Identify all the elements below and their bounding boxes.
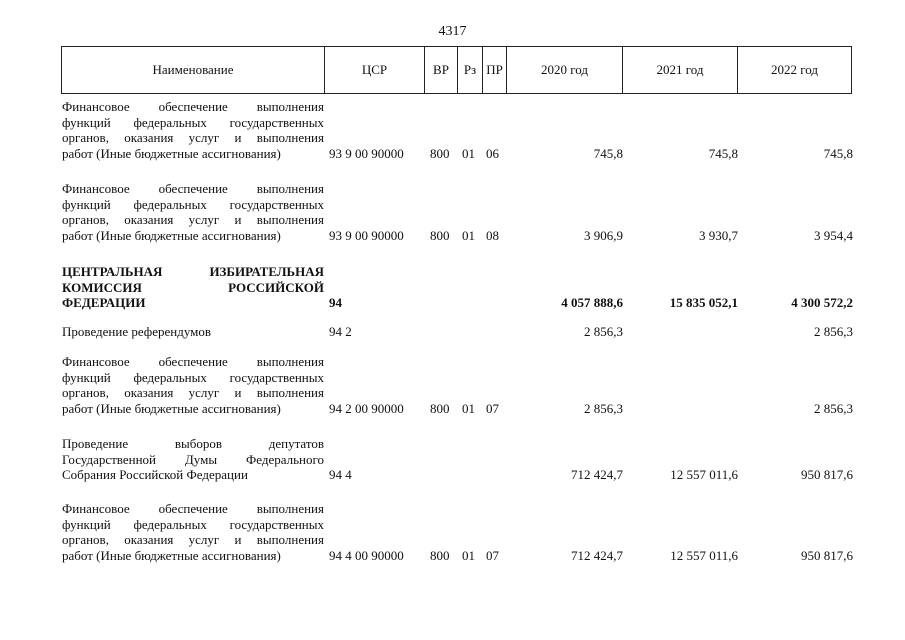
row-name-line: Финансовое обеспечение выполнения	[62, 181, 324, 196]
cell-y2020: 712 424,7	[571, 547, 623, 563]
header-pr: ПР	[482, 46, 507, 94]
header-csr: ЦСР	[324, 46, 425, 94]
row-name-line: функций федеральных государственных	[62, 516, 324, 532]
cell-y2021: 12 557 011,6	[670, 547, 738, 563]
row-name-line: Финансовое обеспечение выполнения	[62, 501, 324, 516]
cell-y2020: 4 057 888,6	[561, 295, 623, 310]
row-name-line: работ (Иные бюджетные ассигнования)	[62, 547, 281, 563]
cell-vr: 800	[430, 400, 450, 416]
cell-pr: 07	[486, 547, 499, 563]
cell-y2020: 3 906,9	[584, 227, 623, 243]
row-name	[62, 436, 324, 483]
row-name-line: функций федеральных государственных	[62, 114, 324, 130]
cell-y2022: 950 817,6	[801, 547, 853, 563]
row-name-line: Финансовое обеспечение выполнения	[62, 354, 324, 369]
cell-rz: 01	[462, 145, 475, 161]
cell-csr: 94 4	[329, 467, 352, 482]
cell-y2021: 15 835 052,1	[669, 295, 738, 310]
row-name-line: Проведение выборов депутатов	[62, 436, 324, 451]
cell-y2022: 950 817,6	[801, 467, 853, 482]
cell-y2022: 3 954,4	[814, 227, 853, 243]
row-name	[62, 354, 324, 416]
cell-vr: 800	[430, 145, 450, 161]
header-2022: 2022 год	[737, 46, 852, 94]
row-name	[62, 501, 324, 563]
row-name-line: функций федеральных государственных	[62, 196, 324, 212]
cell-csr: 94 2	[329, 324, 352, 339]
cell-y2020: 712 424,7	[571, 467, 623, 482]
row-name-line: Государственной Думы Федерального	[62, 451, 324, 467]
cell-csr: 93 9 00 90000	[329, 227, 404, 243]
cell-y2020: 2 856,3	[584, 324, 623, 339]
row-name-line: ЦЕНТРАЛЬНАЯ ИЗБИРАТЕЛЬНАЯ	[62, 264, 324, 279]
cell-csr: 94	[329, 295, 342, 310]
cell-csr: 94 4 00 90000	[329, 547, 404, 563]
cell-pr: 06	[486, 145, 499, 161]
header-2021: 2021 год	[622, 46, 738, 94]
cell-rz: 01	[462, 547, 475, 563]
cell-y2021: 12 557 011,6	[670, 467, 738, 482]
row-name-line: КОМИССИЯ РОССИЙСКОЙ	[62, 279, 324, 295]
cell-y2022: 2 856,3	[814, 400, 853, 416]
header-rz: Рз	[457, 46, 483, 94]
cell-y2022: 2 856,3	[814, 324, 853, 339]
cell-y2022: 4 300 572,2	[791, 295, 853, 310]
row-name-line: функций федеральных государственных	[62, 369, 324, 385]
row-name-line: органов, оказания услуг и выполнения	[62, 130, 324, 145]
cell-rz: 01	[462, 227, 475, 243]
cell-vr: 800	[430, 227, 450, 243]
row-name-line: органов, оказания услуг и выполнения	[62, 212, 324, 227]
cell-csr: 93 9 00 90000	[329, 145, 404, 161]
row-name	[62, 324, 324, 340]
row-name-line: ФЕДЕРАЦИИ	[62, 295, 146, 310]
row-name	[62, 181, 324, 243]
cell-y2021: 745,8	[708, 145, 738, 161]
cell-y2021: 3 930,7	[699, 227, 738, 243]
cell-y2020: 2 856,3	[584, 400, 623, 416]
cell-csr: 94 2 00 90000	[329, 400, 404, 416]
cell-rz: 01	[462, 400, 475, 416]
row-name	[62, 99, 324, 161]
header-name: Наименование	[61, 46, 325, 94]
row-name	[62, 264, 324, 311]
header-2020: 2020 год	[506, 46, 623, 94]
row-name-line: работ (Иные бюджетные ассигнования)	[62, 400, 281, 416]
cell-y2022: 745,8	[823, 145, 853, 161]
page-number: 4317	[438, 24, 467, 39]
cell-y2020: 745,8	[593, 145, 623, 161]
row-name-line: Собрания Российской Федерации	[62, 467, 248, 482]
header-vr: ВР	[424, 46, 458, 94]
row-name-line: органов, оказания услуг и выполнения	[62, 532, 324, 547]
row-name-line: Проведение референдумов	[62, 324, 212, 339]
cell-pr: 08	[486, 227, 499, 243]
cell-vr: 800	[430, 547, 450, 563]
row-name-line: работ (Иные бюджетные ассигнования)	[62, 227, 281, 243]
cell-pr: 07	[486, 400, 499, 416]
row-name-line: работ (Иные бюджетные ассигнования)	[62, 145, 281, 161]
row-name-line: органов, оказания услуг и выполнения	[62, 385, 324, 400]
row-name-line: Финансовое обеспечение выполнения	[62, 99, 324, 114]
